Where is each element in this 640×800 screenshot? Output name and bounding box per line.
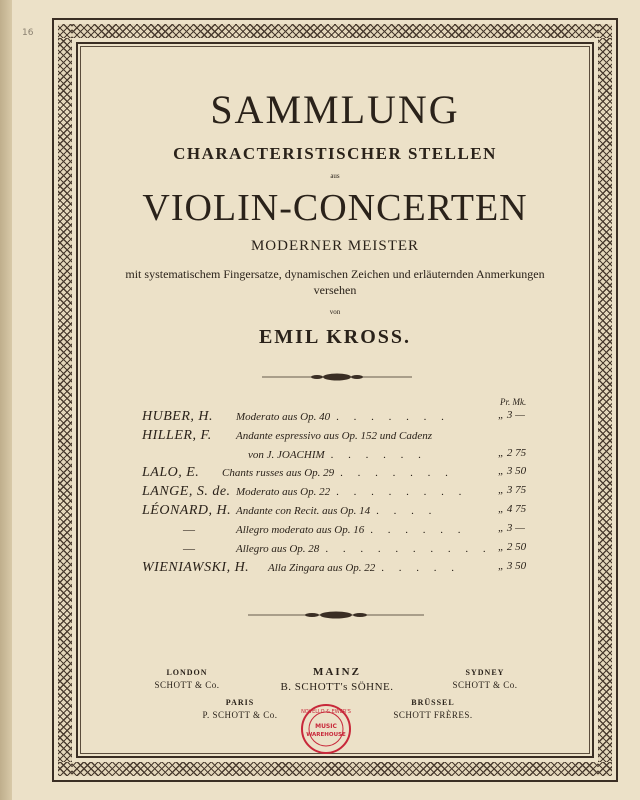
composer-name: LÉONARD, H.: [142, 503, 232, 518]
work-title: Moderato aus Op. 22: [236, 486, 331, 498]
price: „ 3 —: [498, 522, 525, 534]
price: „ 4 75: [498, 503, 527, 515]
work-title: Moderato aus Op. 40: [236, 411, 331, 423]
work-title: Andante espressivo aus Op. 152 und Cadenz: [236, 430, 433, 442]
title-violin-concerten: VIOLIN-CONCERTEN: [142, 187, 528, 229]
leader-dots: . . . . .: [381, 562, 461, 574]
publisher-house: B. SCHOTT's SÖHNE.: [280, 681, 394, 693]
ornament-divider-top: [262, 372, 412, 382]
stamp-text-warehouse: WAREHOUSE: [306, 732, 346, 738]
price: „ 2 50: [498, 541, 527, 553]
contents-list: [142, 406, 562, 576]
composer-name: LALO, E.: [142, 465, 200, 480]
work-title: Allegro aus Op. 28: [236, 543, 320, 555]
title-aus: aus: [330, 172, 340, 180]
city-name: SYDNEY: [465, 668, 505, 677]
list-item: [142, 425, 562, 444]
title-sammlung: SAMMLUNG: [210, 87, 460, 132]
work-title: Andante con Recit. aus Op. 14: [236, 505, 371, 517]
title-characteristic: CHARACTERISTISCHER STELLEN: [173, 144, 497, 163]
leader-dots: . . . . . . .: [340, 467, 454, 479]
composer-name: WIENIAWSKI, H.: [142, 560, 250, 575]
publisher-bruessel: [368, 698, 498, 720]
leader-dots: . . . . . . .: [336, 411, 450, 423]
price-column-header: Pr. Mk.: [500, 397, 527, 407]
composer-ditto: —: [183, 522, 195, 536]
publisher-london: [132, 668, 242, 690]
publisher-house: P. SCHOTT & Co.: [202, 710, 278, 720]
publisher-house: SCHOTT FRÈRES.: [393, 710, 473, 720]
subtitle-line-2: versehen: [313, 283, 357, 297]
publisher-house: SCHOTT & Co.: [154, 680, 220, 690]
subtitle: [80, 266, 590, 298]
leader-dots: . . . . . .: [370, 524, 467, 536]
work-title: Chants russes aus Op. 29: [222, 467, 335, 479]
price: „ 3 50: [498, 560, 527, 572]
list-item: [142, 481, 562, 500]
composer-name: HILLER, F.: [142, 428, 212, 443]
title-moderner-meister: MODERNER MEISTER: [250, 238, 420, 254]
list-item: [142, 444, 562, 462]
list-item: [142, 519, 562, 538]
city-name: LONDON: [166, 668, 208, 677]
price: „ 3 75: [498, 484, 527, 496]
author-name: EMIL KROSS.: [258, 326, 412, 348]
library-stamp-icon: [300, 703, 352, 755]
price: „ 3 50: [498, 465, 527, 477]
list-item: [142, 557, 562, 576]
composer-ditto: —: [183, 541, 195, 555]
work-title: Allegro moderato aus Op. 16: [236, 524, 365, 536]
list-item: [142, 500, 562, 519]
work-title: von J. JOACHIM: [248, 449, 325, 461]
work-title: Alla Zingara aus Op. 22: [268, 562, 376, 574]
price: „ 3 —: [498, 409, 525, 421]
city-name: BRÜSSEL: [411, 698, 455, 707]
ornament-divider-bottom: [248, 610, 424, 620]
leader-dots: . . . . . . . . . .: [325, 543, 492, 555]
price: „ 2 75: [498, 447, 527, 459]
composer-name: LANGE, S. de.: [142, 484, 231, 499]
leader-dots: . . . .: [376, 505, 438, 517]
binding-edge: [0, 0, 12, 800]
publisher-paris: [180, 698, 300, 720]
leader-dots: . . . . . . . .: [336, 486, 468, 498]
publisher-sydney: [430, 668, 540, 690]
stamp-text-music: MUSIC: [315, 723, 337, 730]
stamp-text-top: NOVELLO & EWER'S: [301, 709, 351, 715]
leader-dots: . . . . . .: [330, 449, 427, 461]
list-item: [142, 462, 562, 481]
city-name: MAINZ: [313, 666, 361, 678]
subtitle-line-1: mit systematischem Fingersatze, dynamischen Zeichen und erläuternden Anmerkungen: [125, 267, 545, 281]
city-name: PARIS: [225, 698, 255, 707]
composer-name: HUBER, H.: [142, 409, 213, 424]
publisher-house: SCHOTT & Co.: [452, 680, 518, 690]
title-von: von: [329, 308, 341, 316]
publisher-mainz: [262, 666, 412, 693]
list-item: [142, 406, 562, 425]
margin-pencil-note: 16: [22, 28, 34, 38]
list-item: [142, 538, 562, 557]
